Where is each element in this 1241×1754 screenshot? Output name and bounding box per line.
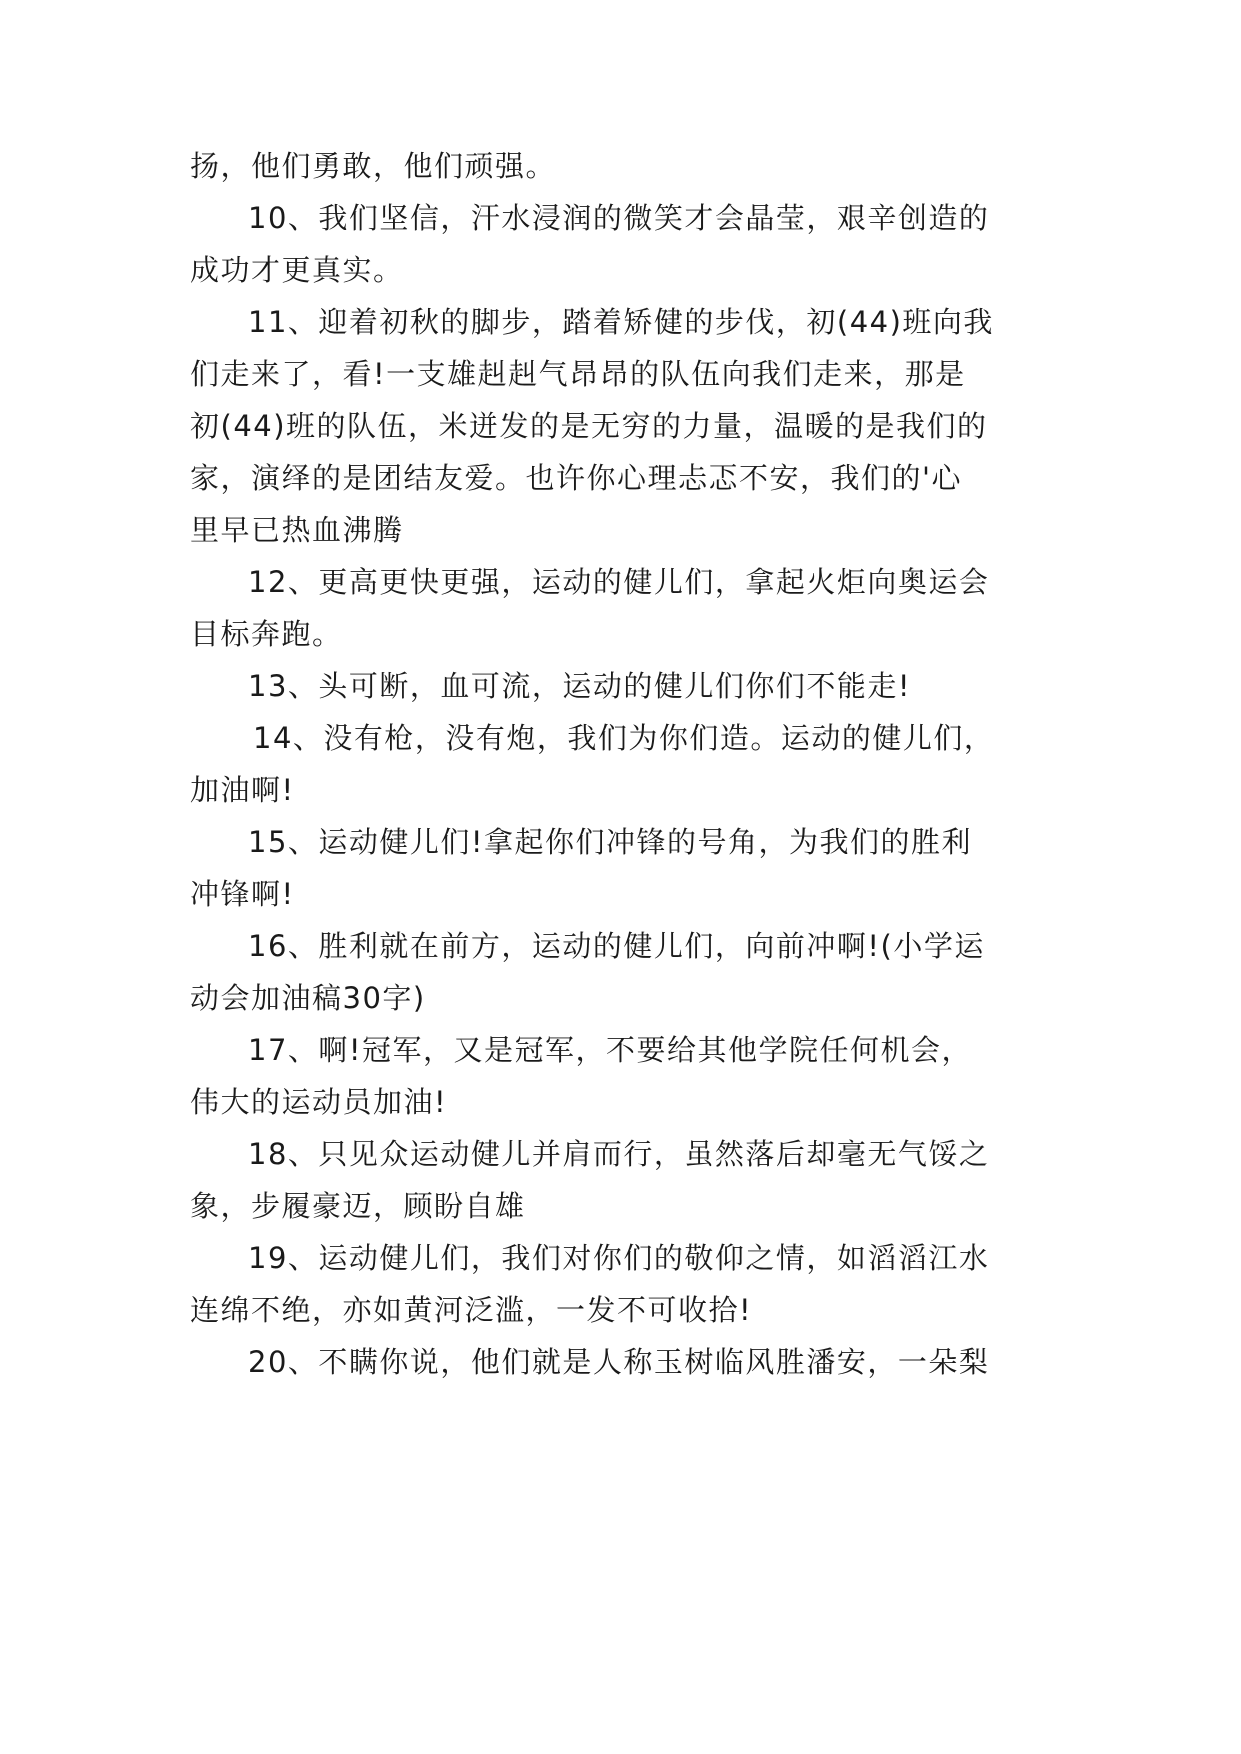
- text-line: 冲锋啊!: [190, 877, 295, 911]
- text-line: 初(44)班的队伍，米迸发的是无穷的力量，温暖的是我们的: [190, 409, 988, 443]
- text-line: 伟大的运动员加油!: [190, 1085, 448, 1119]
- text-line: 17、啊!冠军，又是冠军，不要给其他学院任何机会，: [248, 1033, 973, 1067]
- text-line: 目标奔跑。: [190, 617, 343, 651]
- text-line: 19、运动健儿们，我们对你们的敬仰之情，如滔滔江水: [248, 1241, 990, 1275]
- text-line: 10、我们坚信，汗水浸润的微笑才会晶莹，艰辛创造的: [248, 201, 990, 235]
- text-line: 12、更高更快更强，运动的健儿们，拿起火炬向奥运会: [248, 565, 990, 599]
- text-line: 扬，他们勇敢，他们顽强。: [190, 149, 557, 183]
- text-line: 家，演绎的是团结友爱。也许你心理忐忑不安，我们的'心: [190, 461, 962, 495]
- text-line: 们走来了，看!一支雄赳赳气昂昂的队伍向我们走来，那是: [190, 357, 966, 391]
- text-line: 加油啊!: [190, 773, 295, 807]
- text-line: 18、只见众运动健儿并肩而行，虽然落后却毫无气馁之: [248, 1137, 990, 1171]
- text-line: 11、迎着初秋的脚步，踏着矫健的步伐，初(44)班向我: [248, 305, 994, 339]
- text-line: 连绵不绝，亦如黄河泛滥，一发不可收拾!: [190, 1293, 753, 1327]
- text-line: 动会加油稿30字): [190, 981, 426, 1015]
- text-line: 14、没有枪，没有炮，我们为你们造。运动的健儿们，: [253, 721, 995, 755]
- text-line: 13、头可断，血可流，运动的健儿们你们不能走!: [248, 669, 912, 703]
- text-line: 15、运动健儿们!拿起你们冲锋的号角，为我们的胜利: [248, 825, 973, 859]
- text-line: 象，步履豪迈，顾盼自雄: [190, 1189, 526, 1223]
- text-line: 里早已热血沸腾: [190, 513, 404, 547]
- text-line: 成功才更真实。: [190, 253, 404, 287]
- text-line: 20、不瞒你说，他们就是人称玉树临风胜潘安，一朵梨: [248, 1345, 990, 1379]
- text-line: 16、胜利就在前方，运动的健儿们，向前冲啊!(小学运: [248, 929, 985, 963]
